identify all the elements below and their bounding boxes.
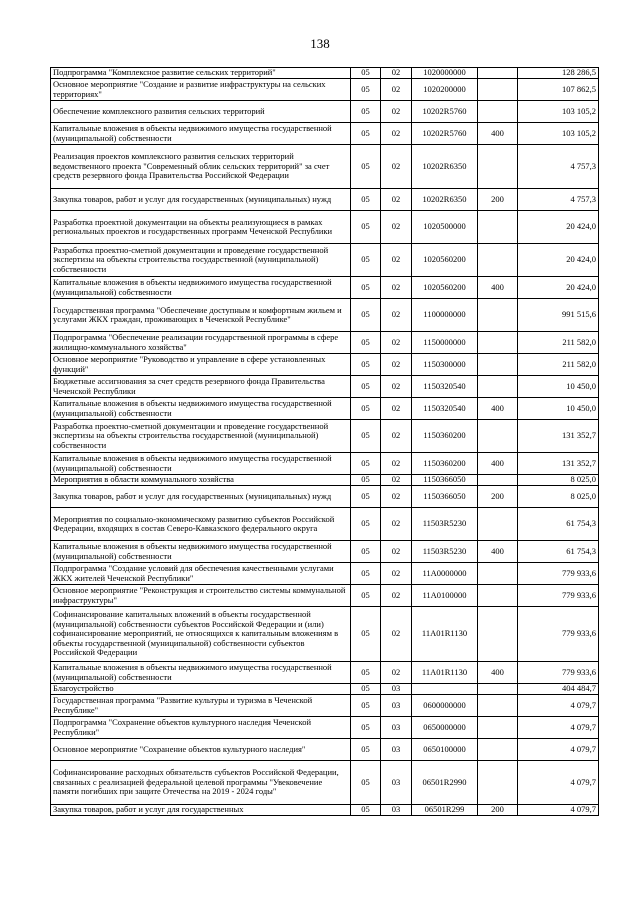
subsection-code-cell: 02 [381,475,412,486]
expense-type-cell [478,299,518,332]
amount-cell: 8 025,0 [518,486,599,508]
section-code-cell: 05 [351,563,381,585]
expense-name-cell: Разработка проектно-сметной документации и проведение государственной экспертизы на объекты строительства государственной (муниципальной) собственности [51,420,351,453]
expense-name-cell: Основное мероприятие "Создание и развитие инфраструктуры на сельских территориях" [51,79,351,101]
target-article-cell: 1150366050 [412,486,478,508]
subsection-code-cell: 02 [381,68,412,79]
target-article-cell: 1150360200 [412,420,478,453]
amount-cell: 4 079,7 [518,805,599,816]
table-row [51,79,599,101]
amount-cell: 103 105,2 [518,123,599,145]
amount-cell: 779 933,6 [518,585,599,607]
section-code-cell: 05 [351,739,381,761]
expense-name-cell: Разработка проектно-сметной документации и проведение государственной экспертизы на объекты строительства государственной (муниципальной) собственности [51,244,351,277]
section-code-cell: 05 [351,354,381,376]
table-row [51,420,599,453]
amount-cell: 8 025,0 [518,475,599,486]
amount-cell: 779 933,6 [518,662,599,684]
expense-name-cell: Подпрограмма "Обеспечение реализации государственной программы в сфере жилищно-коммунального хозяйства" [51,332,351,354]
section-code-cell: 05 [351,541,381,563]
target-article-cell: 11503R5230 [412,508,478,541]
expense-type-cell [478,244,518,277]
table-row [51,486,599,508]
subsection-code-cell: 03 [381,684,412,695]
amount-cell: 211 582,0 [518,332,599,354]
table-row [51,189,599,211]
table-row [51,299,599,332]
target-article-cell: 1020500000 [412,211,478,244]
target-article-cell [412,684,478,695]
amount-cell: 4 079,7 [518,695,599,717]
page-number: 138 [310,36,330,51]
section-code-cell: 05 [351,684,381,695]
target-article-cell: 11A01R1130 [412,607,478,662]
target-article-cell: 1150320540 [412,398,478,420]
expense-type-cell: 400 [478,453,518,475]
expense-name-cell: Капитальные вложения в объекты недвижимого имущества государственной (муниципальной) собственности [51,123,351,145]
section-code-cell: 05 [351,211,381,244]
table-row [51,695,599,717]
amount-cell: 128 286,5 [518,68,599,79]
table-row [51,607,599,662]
budget-table [50,67,599,816]
subsection-code-cell: 02 [381,453,412,475]
amount-cell: 10 450,0 [518,376,599,398]
amount-cell: 991 515,6 [518,299,599,332]
expense-type-cell: 400 [478,277,518,299]
amount-cell: 4 079,7 [518,761,599,805]
table-row [51,453,599,475]
subsection-code-cell: 02 [381,244,412,277]
expense-type-cell [478,717,518,739]
subsection-code-cell: 02 [381,398,412,420]
section-code-cell: 05 [351,332,381,354]
subsection-code-cell: 02 [381,376,412,398]
table-row [51,662,599,684]
amount-cell: 131 352,7 [518,420,599,453]
expense-type-cell [478,684,518,695]
table-row [51,398,599,420]
subsection-code-cell: 02 [381,211,412,244]
subsection-code-cell: 02 [381,585,412,607]
amount-cell: 20 424,0 [518,277,599,299]
expense-type-cell [478,508,518,541]
section-code-cell: 05 [351,101,381,123]
target-article-cell: 0650000000 [412,717,478,739]
expense-type-cell: 400 [478,541,518,563]
section-code-cell: 05 [351,420,381,453]
section-code-cell: 05 [351,662,381,684]
table-row [51,145,599,189]
expense-name-cell: Капитальные вложения в объекты недвижимого имущества государственной (муниципальной) собственности [51,541,351,563]
table-row [51,68,599,79]
subsection-code-cell: 02 [381,101,412,123]
table-row [51,244,599,277]
amount-cell: 4 757,3 [518,189,599,211]
expense-name-cell: Обеспечение комплексного развития сельских территорий [51,101,351,123]
amount-cell: 404 484,7 [518,684,599,695]
target-article-cell: 1020560200 [412,277,478,299]
section-code-cell: 05 [351,299,381,332]
table-row [51,563,599,585]
target-article-cell: 10202R6350 [412,145,478,189]
subsection-code-cell: 03 [381,761,412,805]
expense-name-cell: Основное мероприятие "Реконструкция и строительство системы коммунальной инфраструктуры" [51,585,351,607]
subsection-code-cell: 02 [381,79,412,101]
expense-type-cell: 400 [478,662,518,684]
subsection-code-cell: 02 [381,145,412,189]
section-code-cell: 05 [351,453,381,475]
amount-cell: 131 352,7 [518,453,599,475]
expense-type-cell: 200 [478,189,518,211]
section-code-cell: 05 [351,398,381,420]
expense-type-cell [478,607,518,662]
expense-name-cell: Реализация проектов комплексного развития сельских территорий ведомственного проекта "Современный облик сельских территорий" за счет средств резервного фонда Правительства Российской Федерации [51,145,351,189]
expense-type-cell [478,376,518,398]
expense-type-cell [478,420,518,453]
target-article-cell: 11A01R1130 [412,662,478,684]
amount-cell: 779 933,6 [518,563,599,585]
amount-cell: 211 582,0 [518,354,599,376]
table-row [51,354,599,376]
section-code-cell: 05 [351,486,381,508]
amount-cell: 779 933,6 [518,607,599,662]
table-row [51,761,599,805]
section-code-cell: 05 [351,805,381,816]
expense-type-cell [478,563,518,585]
table-row [51,717,599,739]
target-article-cell: 10202R5760 [412,123,478,145]
expense-name-cell: Государственная программа "Развитие культуры и туризма в Чеченской Республике" [51,695,351,717]
target-article-cell: 1020560200 [412,244,478,277]
target-article-cell: 1150300000 [412,354,478,376]
amount-cell: 4 757,3 [518,145,599,189]
subsection-code-cell: 03 [381,805,412,816]
target-article-cell: 10202R6350 [412,189,478,211]
section-code-cell: 05 [351,189,381,211]
target-article-cell: 1020200000 [412,79,478,101]
expense-name-cell: Мероприятия по социально-экономическому развитию субъектов Российской Федерации, входящих в состав Северо-Кавказского федерального округа [51,508,351,541]
expense-name-cell: Основное мероприятие "Руководство и управление в сфере установленных функций" [51,354,351,376]
section-code-cell: 05 [351,695,381,717]
subsection-code-cell: 02 [381,563,412,585]
expense-type-cell [478,585,518,607]
expense-name-cell: Софинансирование расходных обязательств субъектов Российской Федерации, связанных с реализацией федеральной целевой программы "Увековечение памяти погибших при защите Отечества на 2019 - 2024 годы" [51,761,351,805]
expense-name-cell: Основное мероприятие "Сохранение объектов культурного наследия" [51,739,351,761]
expense-name-cell: Капитальные вложения в объекты недвижимого имущества государственной (муниципальной) собственности [51,277,351,299]
target-article-cell: 11A0000000 [412,563,478,585]
subsection-code-cell: 02 [381,299,412,332]
table-row [51,585,599,607]
expense-name-cell: Благоустройство [51,684,351,695]
section-code-cell: 05 [351,277,381,299]
subsection-code-cell: 03 [381,739,412,761]
expense-name-cell: Подпрограмма "Создание условий для обеспечения качественными услугами ЖКХ жителей Чеченской Республики" [51,563,351,585]
target-article-cell: 0650100000 [412,739,478,761]
amount-cell: 10 450,0 [518,398,599,420]
target-article-cell: 10202R5760 [412,101,478,123]
expense-name-cell: Капитальные вложения в объекты недвижимого имущества государственной (муниципальной) собственности [51,662,351,684]
subsection-code-cell: 02 [381,354,412,376]
table-row [51,508,599,541]
amount-cell: 107 862,5 [518,79,599,101]
table-row [51,123,599,145]
expense-name-cell: Мероприятия в области коммунального хозяйства [51,475,351,486]
expense-type-cell [478,145,518,189]
amount-cell: 4 079,7 [518,739,599,761]
expense-name-cell: Софинансирование капитальных вложений в объекты государственной (муниципальной) собственности субъектов Российской Федерации и (или) софинансирование мероприятий, не относящихся к капитальным вложениям в объекты государственной (муниципальной) собственности субъектов Российской Федерации [51,607,351,662]
target-article-cell: 06501R299 [412,805,478,816]
amount-cell: 20 424,0 [518,211,599,244]
subsection-code-cell: 02 [381,332,412,354]
subsection-code-cell: 02 [381,189,412,211]
table-row [51,541,599,563]
subsection-code-cell: 02 [381,508,412,541]
expense-name-cell: Капитальные вложения в объекты недвижимого имущества государственной (муниципальной) собственности [51,453,351,475]
target-article-cell: 1150000000 [412,332,478,354]
expense-name-cell: Закупка товаров, работ и услуг для государственных (муниципальных) нужд [51,486,351,508]
expense-name-cell: Подпрограмма "Комплексное развитие сельских территорий" [51,68,351,79]
table-row [51,277,599,299]
expense-name-cell: Разработка проектной документации на объекты реализующиеся в рамках региональных проектов и государственных программ Чеченской Республики [51,211,351,244]
target-article-cell: 1150360200 [412,453,478,475]
amount-cell: 61 754,3 [518,541,599,563]
target-article-cell: 11503R5230 [412,541,478,563]
budget-table-body [51,68,599,816]
expense-type-cell [478,101,518,123]
section-code-cell: 05 [351,376,381,398]
table-row [51,739,599,761]
expense-type-cell [478,332,518,354]
section-code-cell: 05 [351,508,381,541]
expense-type-cell [478,761,518,805]
expense-type-cell: 200 [478,805,518,816]
amount-cell: 20 424,0 [518,244,599,277]
expense-name-cell: Закупка товаров, работ и услуг для государственных [51,805,351,816]
expense-name-cell: Подпрограмма "Сохранение объектов культурного наследия Чеченской Республики" [51,717,351,739]
section-code-cell: 05 [351,585,381,607]
table-row [51,475,599,486]
expense-name-cell: Бюджетные ассигнования за счет средств резервного фонда Правительства Чеченской Республики [51,376,351,398]
section-code-cell: 05 [351,68,381,79]
table-row [51,101,599,123]
table-row [51,332,599,354]
section-code-cell: 05 [351,607,381,662]
expense-type-cell: 400 [478,398,518,420]
target-article-cell: 06501R2990 [412,761,478,805]
expense-type-cell: 400 [478,123,518,145]
subsection-code-cell: 02 [381,420,412,453]
expense-type-cell: 200 [478,486,518,508]
expense-type-cell [478,739,518,761]
expense-name-cell: Государственная программа "Обеспечение доступным и комфортным жильем и услугами ЖКХ граждан, проживающих в Чеченской Республике" [51,299,351,332]
expense-type-cell [478,354,518,376]
target-article-cell: 11A0100000 [412,585,478,607]
subsection-code-cell: 03 [381,695,412,717]
expense-name-cell: Закупка товаров, работ и услуг для государственных (муниципальных) нужд [51,189,351,211]
subsection-code-cell: 02 [381,277,412,299]
expense-type-cell [478,79,518,101]
subsection-code-cell: 02 [381,123,412,145]
target-article-cell: 0600000000 [412,695,478,717]
section-code-cell: 05 [351,717,381,739]
table-row [51,684,599,695]
expense-type-cell [478,695,518,717]
subsection-code-cell: 02 [381,486,412,508]
table-row [51,805,599,816]
table-row [51,211,599,244]
section-code-cell: 05 [351,123,381,145]
target-article-cell: 1100000000 [412,299,478,332]
subsection-code-cell: 02 [381,607,412,662]
section-code-cell: 05 [351,475,381,486]
section-code-cell: 05 [351,79,381,101]
target-article-cell: 1150366050 [412,475,478,486]
section-code-cell: 05 [351,244,381,277]
expense-type-cell [478,475,518,486]
subsection-code-cell: 03 [381,717,412,739]
target-article-cell: 1150320540 [412,376,478,398]
expense-type-cell [478,68,518,79]
table-row [51,376,599,398]
expense-type-cell [478,211,518,244]
subsection-code-cell: 02 [381,541,412,563]
subsection-code-cell: 02 [381,662,412,684]
section-code-cell: 05 [351,145,381,189]
expense-name-cell: Капитальные вложения в объекты недвижимого имущества государственной (муниципальной) собственности [51,398,351,420]
amount-cell: 103 105,2 [518,101,599,123]
target-article-cell: 1020000000 [412,68,478,79]
amount-cell: 4 079,7 [518,717,599,739]
amount-cell: 61 754,3 [518,508,599,541]
section-code-cell: 05 [351,761,381,805]
